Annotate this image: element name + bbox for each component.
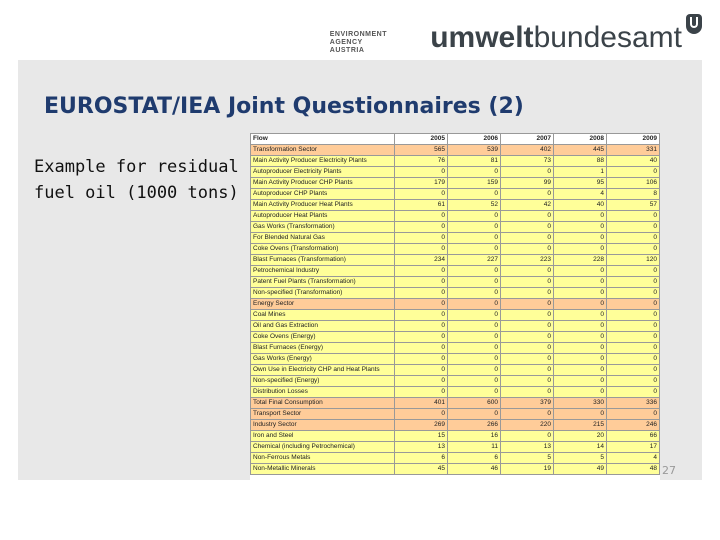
row-label: Coke Ovens (Transformation): [251, 244, 395, 255]
row-label: Non-specified (Energy): [251, 376, 395, 387]
row-value: 0: [448, 211, 501, 222]
row-value: 0: [607, 277, 660, 288]
row-value: 0: [607, 354, 660, 365]
row-value: 0: [607, 409, 660, 420]
row-value: 88: [554, 156, 607, 167]
table-header-row: [251, 134, 660, 145]
row-value: 0: [395, 310, 448, 321]
row-value: 0: [554, 288, 607, 299]
row-value: 0: [395, 277, 448, 288]
row-value: 4: [607, 453, 660, 464]
row-value: 0: [448, 321, 501, 332]
row-value: 0: [448, 167, 501, 178]
row-value: 40: [554, 200, 607, 211]
table-row: [251, 453, 660, 464]
row-value: 223: [501, 255, 554, 266]
row-value: 331: [607, 145, 660, 156]
row-value: 0: [554, 365, 607, 376]
row-value: 0: [554, 233, 607, 244]
table-row: [251, 343, 660, 354]
row-value: 19: [501, 464, 554, 475]
row-value: 0: [554, 244, 607, 255]
row-value: 0: [448, 277, 501, 288]
row-label: Non-Metallic Minerals: [251, 464, 395, 475]
row-value: 5: [554, 453, 607, 464]
row-value: 73: [501, 156, 554, 167]
row-value: 539: [448, 145, 501, 156]
header-year: 2005: [395, 134, 448, 145]
row-value: 0: [395, 376, 448, 387]
row-value: 48: [607, 464, 660, 475]
row-value: 0: [395, 321, 448, 332]
row-value: 0: [501, 277, 554, 288]
table-row: [251, 167, 660, 178]
row-value: 269: [395, 420, 448, 431]
row-label: Patent Fuel Plants (Transformation): [251, 277, 395, 288]
row-value: 0: [607, 387, 660, 398]
row-label: Oil and Gas Extraction: [251, 321, 395, 332]
row-value: 16: [448, 431, 501, 442]
header-year: 2006: [448, 134, 501, 145]
row-label: Coke Ovens (Energy): [251, 332, 395, 343]
row-value: 42: [501, 200, 554, 211]
header-flow: Flow: [251, 134, 395, 145]
slide-title: EUROSTAT/IEA Joint Questionnaires (2): [44, 94, 524, 119]
row-value: 46: [448, 464, 501, 475]
table-row: [251, 222, 660, 233]
row-value: 49: [554, 464, 607, 475]
row-value: 159: [448, 178, 501, 189]
row-value: 0: [448, 288, 501, 299]
row-value: 0: [607, 310, 660, 321]
row-value: 228: [554, 255, 607, 266]
row-value: 0: [607, 332, 660, 343]
row-value: 106: [607, 178, 660, 189]
row-value: 220: [501, 420, 554, 431]
row-label: Blast Furnaces (Transformation): [251, 255, 395, 266]
row-value: 0: [395, 288, 448, 299]
data-table: [250, 133, 660, 475]
row-value: 0: [554, 387, 607, 398]
logo-line-1: ENVIRONMENT: [329, 31, 387, 38]
row-value: 0: [554, 266, 607, 277]
row-value: 0: [448, 299, 501, 310]
row-value: 0: [448, 310, 501, 321]
page-number: 27: [662, 464, 676, 477]
row-value: 0: [607, 299, 660, 310]
row-value: 66: [607, 431, 660, 442]
row-value: 0: [607, 167, 660, 178]
row-value: 0: [395, 332, 448, 343]
table-row: [251, 233, 660, 244]
row-value: 81: [448, 156, 501, 167]
row-value: 0: [554, 211, 607, 222]
row-value: 61: [395, 200, 448, 211]
table-row: [251, 244, 660, 255]
row-label: Non-specified (Transformation): [251, 288, 395, 299]
table-row: [251, 277, 660, 288]
header-year: 2009: [607, 134, 660, 145]
row-value: 99: [501, 178, 554, 189]
logo-u-icon: [686, 14, 702, 34]
table-row: [251, 442, 660, 453]
row-value: 0: [448, 409, 501, 420]
table-row: [251, 431, 660, 442]
row-value: 0: [395, 266, 448, 277]
row-label: Transformation Sector: [251, 145, 395, 156]
row-value: 0: [501, 222, 554, 233]
row-label: Industry Sector: [251, 420, 395, 431]
row-label: Total Final Consumption: [251, 398, 395, 409]
row-value: 0: [554, 332, 607, 343]
row-value: 120: [607, 255, 660, 266]
row-label: Gas Works (Transformation): [251, 222, 395, 233]
row-value: 0: [501, 343, 554, 354]
table-row: [251, 365, 660, 376]
logo-wordmark: [430, 23, 682, 53]
row-value: 0: [607, 233, 660, 244]
row-value: 0: [607, 365, 660, 376]
row-value: 45: [395, 464, 448, 475]
row-value: 5: [501, 453, 554, 464]
row-label: Iron and Steel: [251, 431, 395, 442]
table-row: [251, 266, 660, 277]
logo-line-2: AGENCY AUSTRIA: [329, 39, 365, 54]
row-value: 0: [554, 409, 607, 420]
table-row: [251, 387, 660, 398]
row-label: Transport Sector: [251, 409, 395, 420]
row-value: 0: [448, 365, 501, 376]
row-value: 565: [395, 145, 448, 156]
row-value: 0: [395, 299, 448, 310]
row-value: 0: [501, 332, 554, 343]
table-row: [251, 288, 660, 299]
slide-description: Example for residual fuel oil (1000 tons): [34, 157, 239, 203]
row-value: 0: [607, 376, 660, 387]
row-value: 0: [554, 343, 607, 354]
row-value: 445: [554, 145, 607, 156]
row-value: 15: [395, 431, 448, 442]
row-value: 0: [448, 376, 501, 387]
row-value: 0: [554, 222, 607, 233]
row-value: 0: [554, 321, 607, 332]
row-value: 0: [501, 354, 554, 365]
row-label: Non-Ferrous Metals: [251, 453, 395, 464]
row-value: 0: [607, 211, 660, 222]
table-row: [251, 321, 660, 332]
row-label: Distribution Losses: [251, 387, 395, 398]
logo-word-bold: umwelt: [430, 21, 534, 54]
row-value: 0: [501, 189, 554, 200]
row-value: 600: [448, 398, 501, 409]
row-label: Main Activity Producer CHP Plants: [251, 178, 395, 189]
header-year: 2008: [554, 134, 607, 145]
row-label: Coal Mines: [251, 310, 395, 321]
row-value: 234: [395, 255, 448, 266]
row-value: 401: [395, 398, 448, 409]
row-value: 17: [607, 442, 660, 453]
row-value: 0: [448, 266, 501, 277]
row-label: Autoproducer Electricity Plants: [251, 167, 395, 178]
row-label: Energy Sector: [251, 299, 395, 310]
row-value: 20: [554, 431, 607, 442]
table-row: [251, 299, 660, 310]
row-value: 76: [395, 156, 448, 167]
row-value: 95: [554, 178, 607, 189]
table-row: [251, 156, 660, 167]
row-value: 0: [554, 354, 607, 365]
row-value: 8: [607, 189, 660, 200]
table-row: [251, 145, 660, 156]
row-value: 0: [501, 288, 554, 299]
row-value: 0: [501, 321, 554, 332]
row-value: 0: [448, 189, 501, 200]
row-value: 0: [448, 343, 501, 354]
table-row: [251, 420, 660, 431]
agency-logo: [329, 14, 702, 54]
row-label: Main Activity Producer Heat Plants: [251, 200, 395, 211]
row-value: 0: [395, 233, 448, 244]
row-value: 0: [395, 222, 448, 233]
row-value: 336: [607, 398, 660, 409]
row-value: 14: [554, 442, 607, 453]
table-row: [251, 189, 660, 200]
row-value: 227: [448, 255, 501, 266]
table-row: [251, 398, 660, 409]
row-value: 0: [501, 376, 554, 387]
row-value: 0: [554, 376, 607, 387]
row-value: 0: [501, 167, 554, 178]
row-value: 246: [607, 420, 660, 431]
row-value: 13: [501, 442, 554, 453]
row-value: 0: [501, 365, 554, 376]
row-value: 0: [448, 354, 501, 365]
row-value: 0: [395, 167, 448, 178]
row-value: 52: [448, 200, 501, 211]
table-row: [251, 255, 660, 266]
row-value: 0: [607, 266, 660, 277]
row-value: 330: [554, 398, 607, 409]
data-table-image: [250, 133, 660, 481]
row-label: Gas Works (Energy): [251, 354, 395, 365]
row-value: 0: [448, 222, 501, 233]
row-value: 0: [395, 189, 448, 200]
table-row: [251, 200, 660, 211]
table-row: [251, 178, 660, 189]
row-value: 0: [395, 409, 448, 420]
row-value: 379: [501, 398, 554, 409]
row-value: 6: [448, 453, 501, 464]
row-value: 0: [395, 387, 448, 398]
row-value: 6: [395, 453, 448, 464]
row-value: 11: [448, 442, 501, 453]
row-value: 0: [501, 244, 554, 255]
row-value: 1: [554, 167, 607, 178]
row-label: Own Use in Electricity CHP and Heat Plants: [251, 365, 395, 376]
row-label: For Blended Natural Gas: [251, 233, 395, 244]
row-label: Petrochemical Industry: [251, 266, 395, 277]
row-value: 215: [554, 420, 607, 431]
row-value: 0: [395, 343, 448, 354]
row-value: 0: [607, 321, 660, 332]
row-value: 4: [554, 189, 607, 200]
row-label: Autoproducer Heat Plants: [251, 211, 395, 222]
row-value: 0: [395, 365, 448, 376]
row-value: 0: [554, 299, 607, 310]
row-value: 0: [501, 431, 554, 442]
row-value: 0: [607, 222, 660, 233]
row-value: 0: [501, 299, 554, 310]
row-value: 402: [501, 145, 554, 156]
row-value: 0: [607, 288, 660, 299]
row-value: 0: [607, 244, 660, 255]
table-row: [251, 332, 660, 343]
row-value: 0: [448, 387, 501, 398]
row-label: Blast Furnaces (Energy): [251, 343, 395, 354]
row-value: 13: [395, 442, 448, 453]
row-value: 0: [501, 266, 554, 277]
row-value: 0: [607, 343, 660, 354]
table-row: [251, 211, 660, 222]
row-label: Autoproducer CHP Plants: [251, 189, 395, 200]
row-value: 0: [395, 244, 448, 255]
row-value: 179: [395, 178, 448, 189]
row-label: Chemical (including Petrochemical): [251, 442, 395, 453]
table-row: [251, 354, 660, 365]
table-row: [251, 310, 660, 321]
row-value: 0: [448, 244, 501, 255]
row-value: 266: [448, 420, 501, 431]
table-row: [251, 409, 660, 420]
table-row: [251, 376, 660, 387]
logo-agency-text: [330, 31, 387, 55]
row-value: 0: [501, 233, 554, 244]
row-value: 0: [395, 354, 448, 365]
header-year: 2007: [501, 134, 554, 145]
row-value: 0: [554, 310, 607, 321]
row-value: 0: [501, 211, 554, 222]
row-value: 0: [501, 409, 554, 420]
logo-word-regular: bundesamt: [533, 21, 682, 54]
row-value: 0: [501, 310, 554, 321]
row-label: Main Activity Producer Electricity Plants: [251, 156, 395, 167]
row-value: 40: [607, 156, 660, 167]
row-value: 0: [448, 233, 501, 244]
row-value: 0: [501, 387, 554, 398]
row-value: 0: [395, 211, 448, 222]
row-value: 0: [448, 332, 501, 343]
table-row: [251, 464, 660, 475]
row-value: 0: [554, 277, 607, 288]
row-value: 57: [607, 200, 660, 211]
